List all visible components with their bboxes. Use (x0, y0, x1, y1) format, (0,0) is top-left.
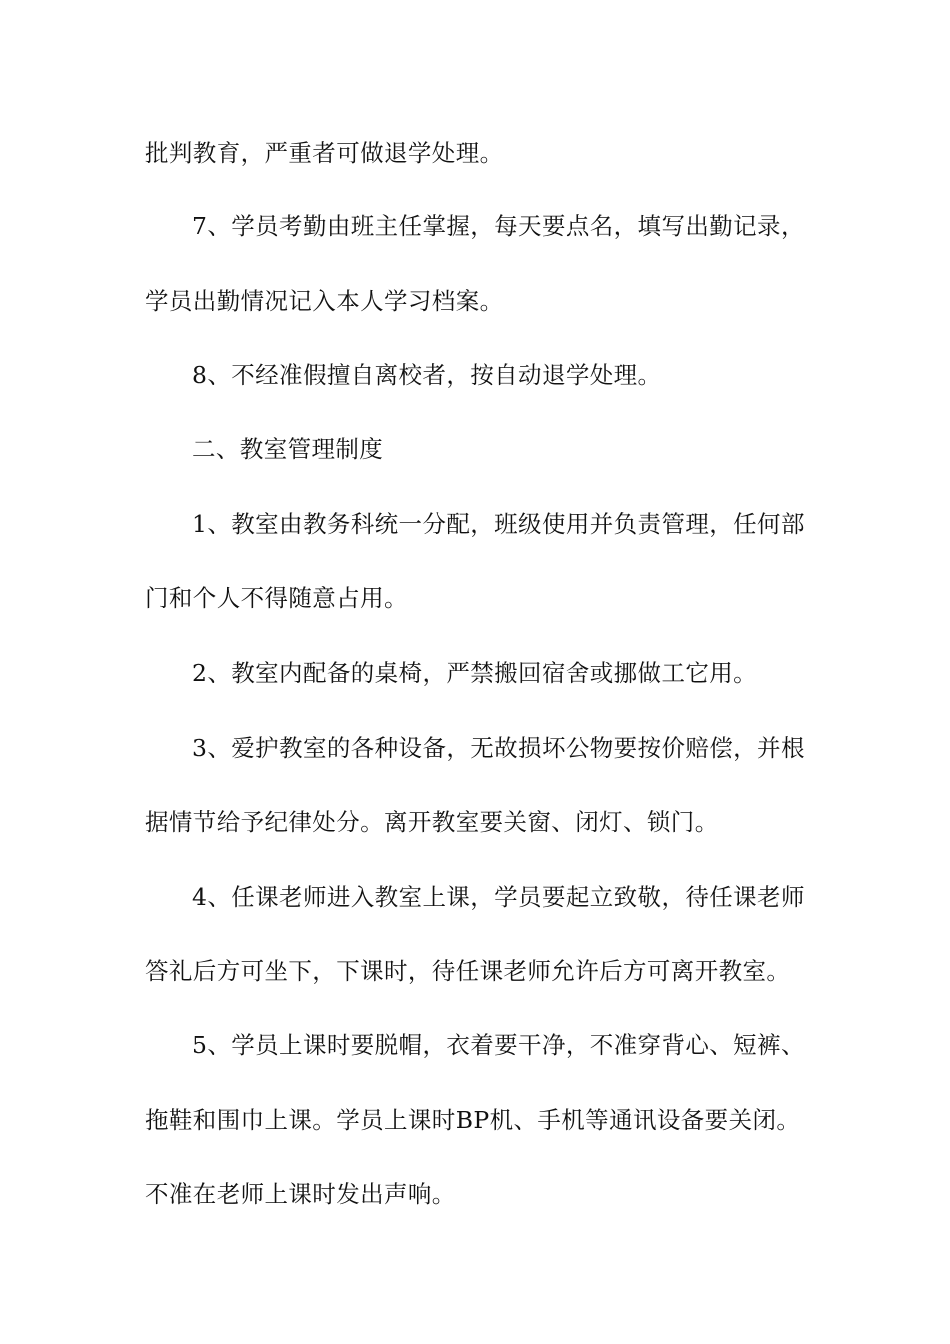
text-line: 不准在老师上课时发出声响。 (145, 1180, 456, 1208)
text-line: 批判教育，严重者可做退学处理。 (145, 139, 504, 167)
text-line: 3、爱护教室的各种设备，无故损坏公物要按价赔偿，并根 (192, 734, 805, 762)
text-line: 8、不经准假擅自离校者，按自动退学处理。 (192, 361, 662, 389)
text-line: 学员出勤情况记入本人学习档案。 (145, 287, 504, 315)
text-line: 4、任课老师进入教室上课，学员要起立致敬，待任课老师 (192, 883, 805, 911)
text-line: 答礼后方可坐下，下课时，待任课老师允许后方可离开教室。 (145, 957, 791, 985)
text-line: 1、教室由教务科统一分配，班级使用并负责管理，任何部 (192, 510, 805, 538)
text-line: 据情节给予纪律处分。离开教室要关窗、闭灯、锁门。 (145, 808, 719, 836)
text-line: 2、教室内配备的桌椅，严禁搬回宿舍或挪做工它用。 (192, 659, 758, 687)
text-line: 拖鞋和围巾上课。学员上课时BP机、手机等通讯设备要关闭。 (145, 1106, 801, 1134)
text-line: 门和个人不得随意占用。 (145, 584, 408, 612)
text-line: 5、学员上课时要脱帽，衣着要干净，不准穿背心、短裤、 (192, 1031, 805, 1059)
text-line: 7、学员考勤由班主任掌握，每天要点名，填写出勤记录， (192, 212, 805, 240)
section-heading: 二、教室管理制度 (192, 435, 384, 463)
